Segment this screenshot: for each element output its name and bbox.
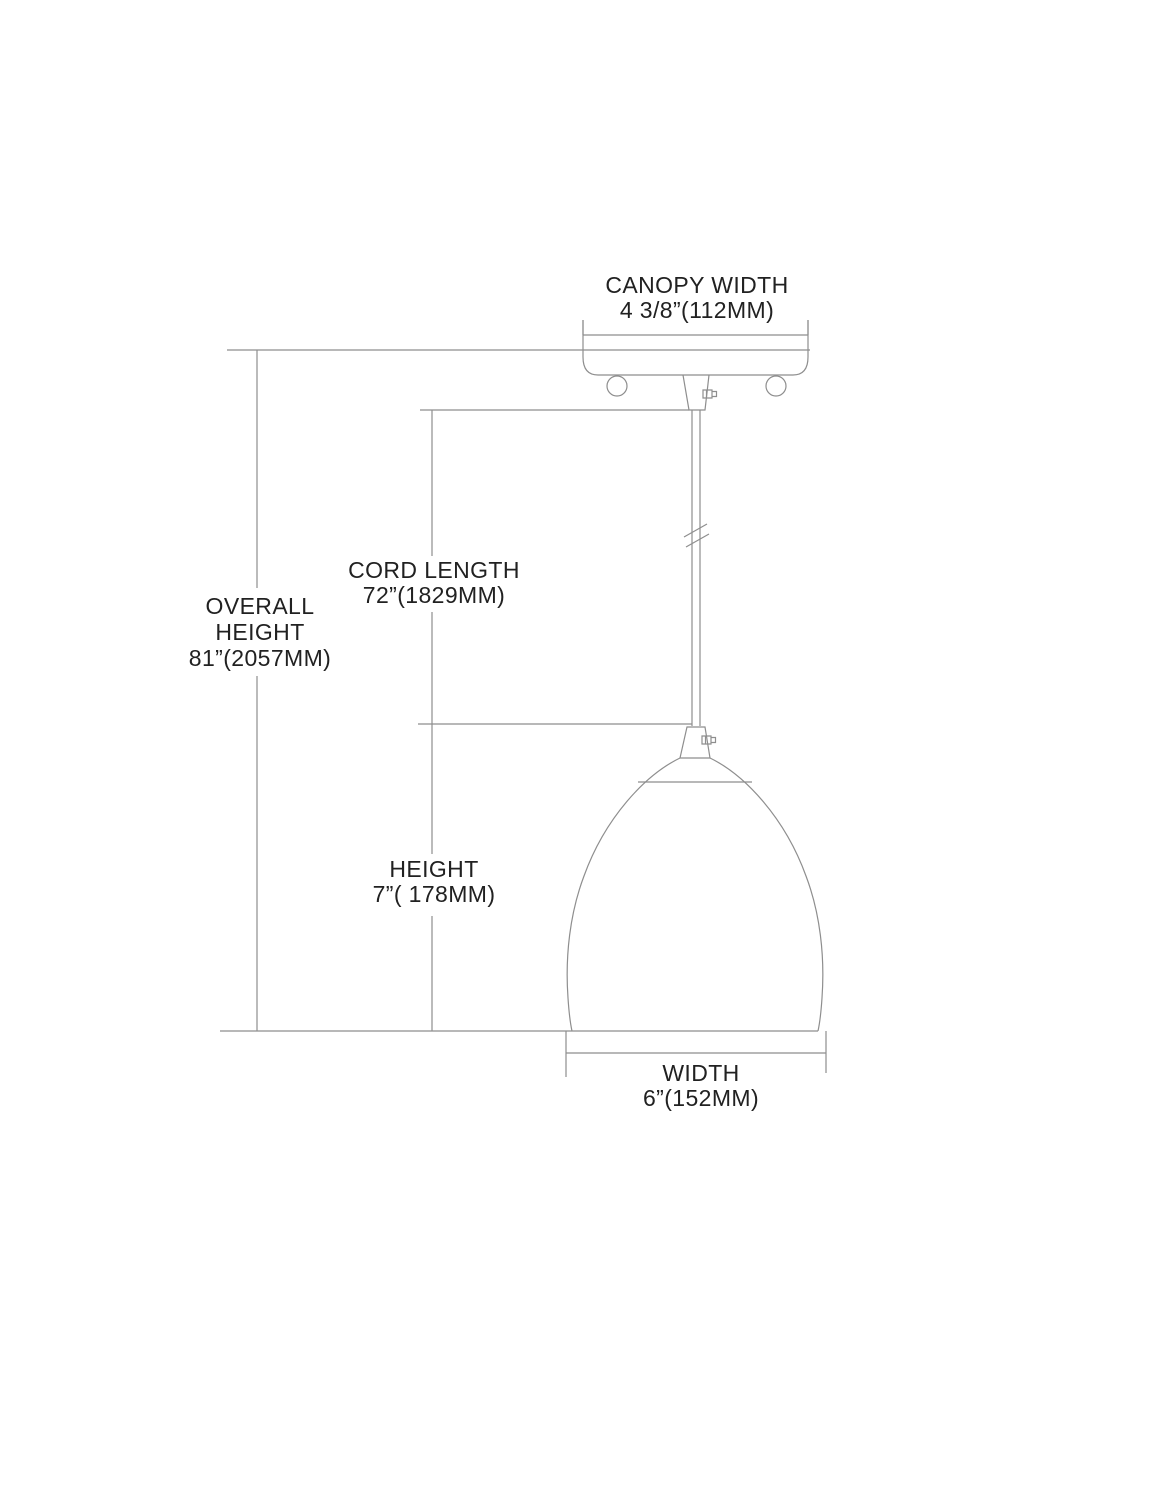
- canopy-screw-right: [766, 376, 786, 396]
- height-label: [373, 857, 496, 907]
- overall-height-title2: HEIGHT: [215, 619, 305, 645]
- width-value: 6”(152MM): [642, 1085, 760, 1111]
- overall-height-value: 81”(2057MM): [188, 645, 332, 671]
- canopy-set-screw-icon: [703, 390, 717, 398]
- overall-height-label: [189, 593, 331, 671]
- cord-line: [692, 410, 700, 726]
- socket-set-screw-icon: [702, 736, 716, 744]
- cord-length-value: 72”(1829MM): [362, 582, 506, 608]
- cord-length-label: [348, 558, 520, 608]
- canopy-width-title: CANOPY WIDTH: [605, 272, 789, 298]
- overall-height-title: OVERALL: [205, 593, 315, 619]
- width-title: WIDTH: [662, 1060, 740, 1086]
- cord-break-marks: [684, 524, 709, 547]
- canopy-width-label: [605, 273, 788, 323]
- canopy-outline: [583, 320, 808, 375]
- height-value: 7”( 178MM): [372, 881, 496, 907]
- height-title: HEIGHT: [389, 856, 479, 882]
- canopy-strain-relief: [683, 375, 709, 410]
- canopy-screw-left: [607, 376, 627, 396]
- width-label: [643, 1061, 759, 1111]
- shade-outline: [567, 758, 823, 1031]
- overall-height-dimension-line: [220, 350, 818, 1031]
- cord-length-title: CORD LENGTH: [348, 557, 520, 583]
- canopy-width-value: 4 3/8”(112MM): [619, 297, 775, 323]
